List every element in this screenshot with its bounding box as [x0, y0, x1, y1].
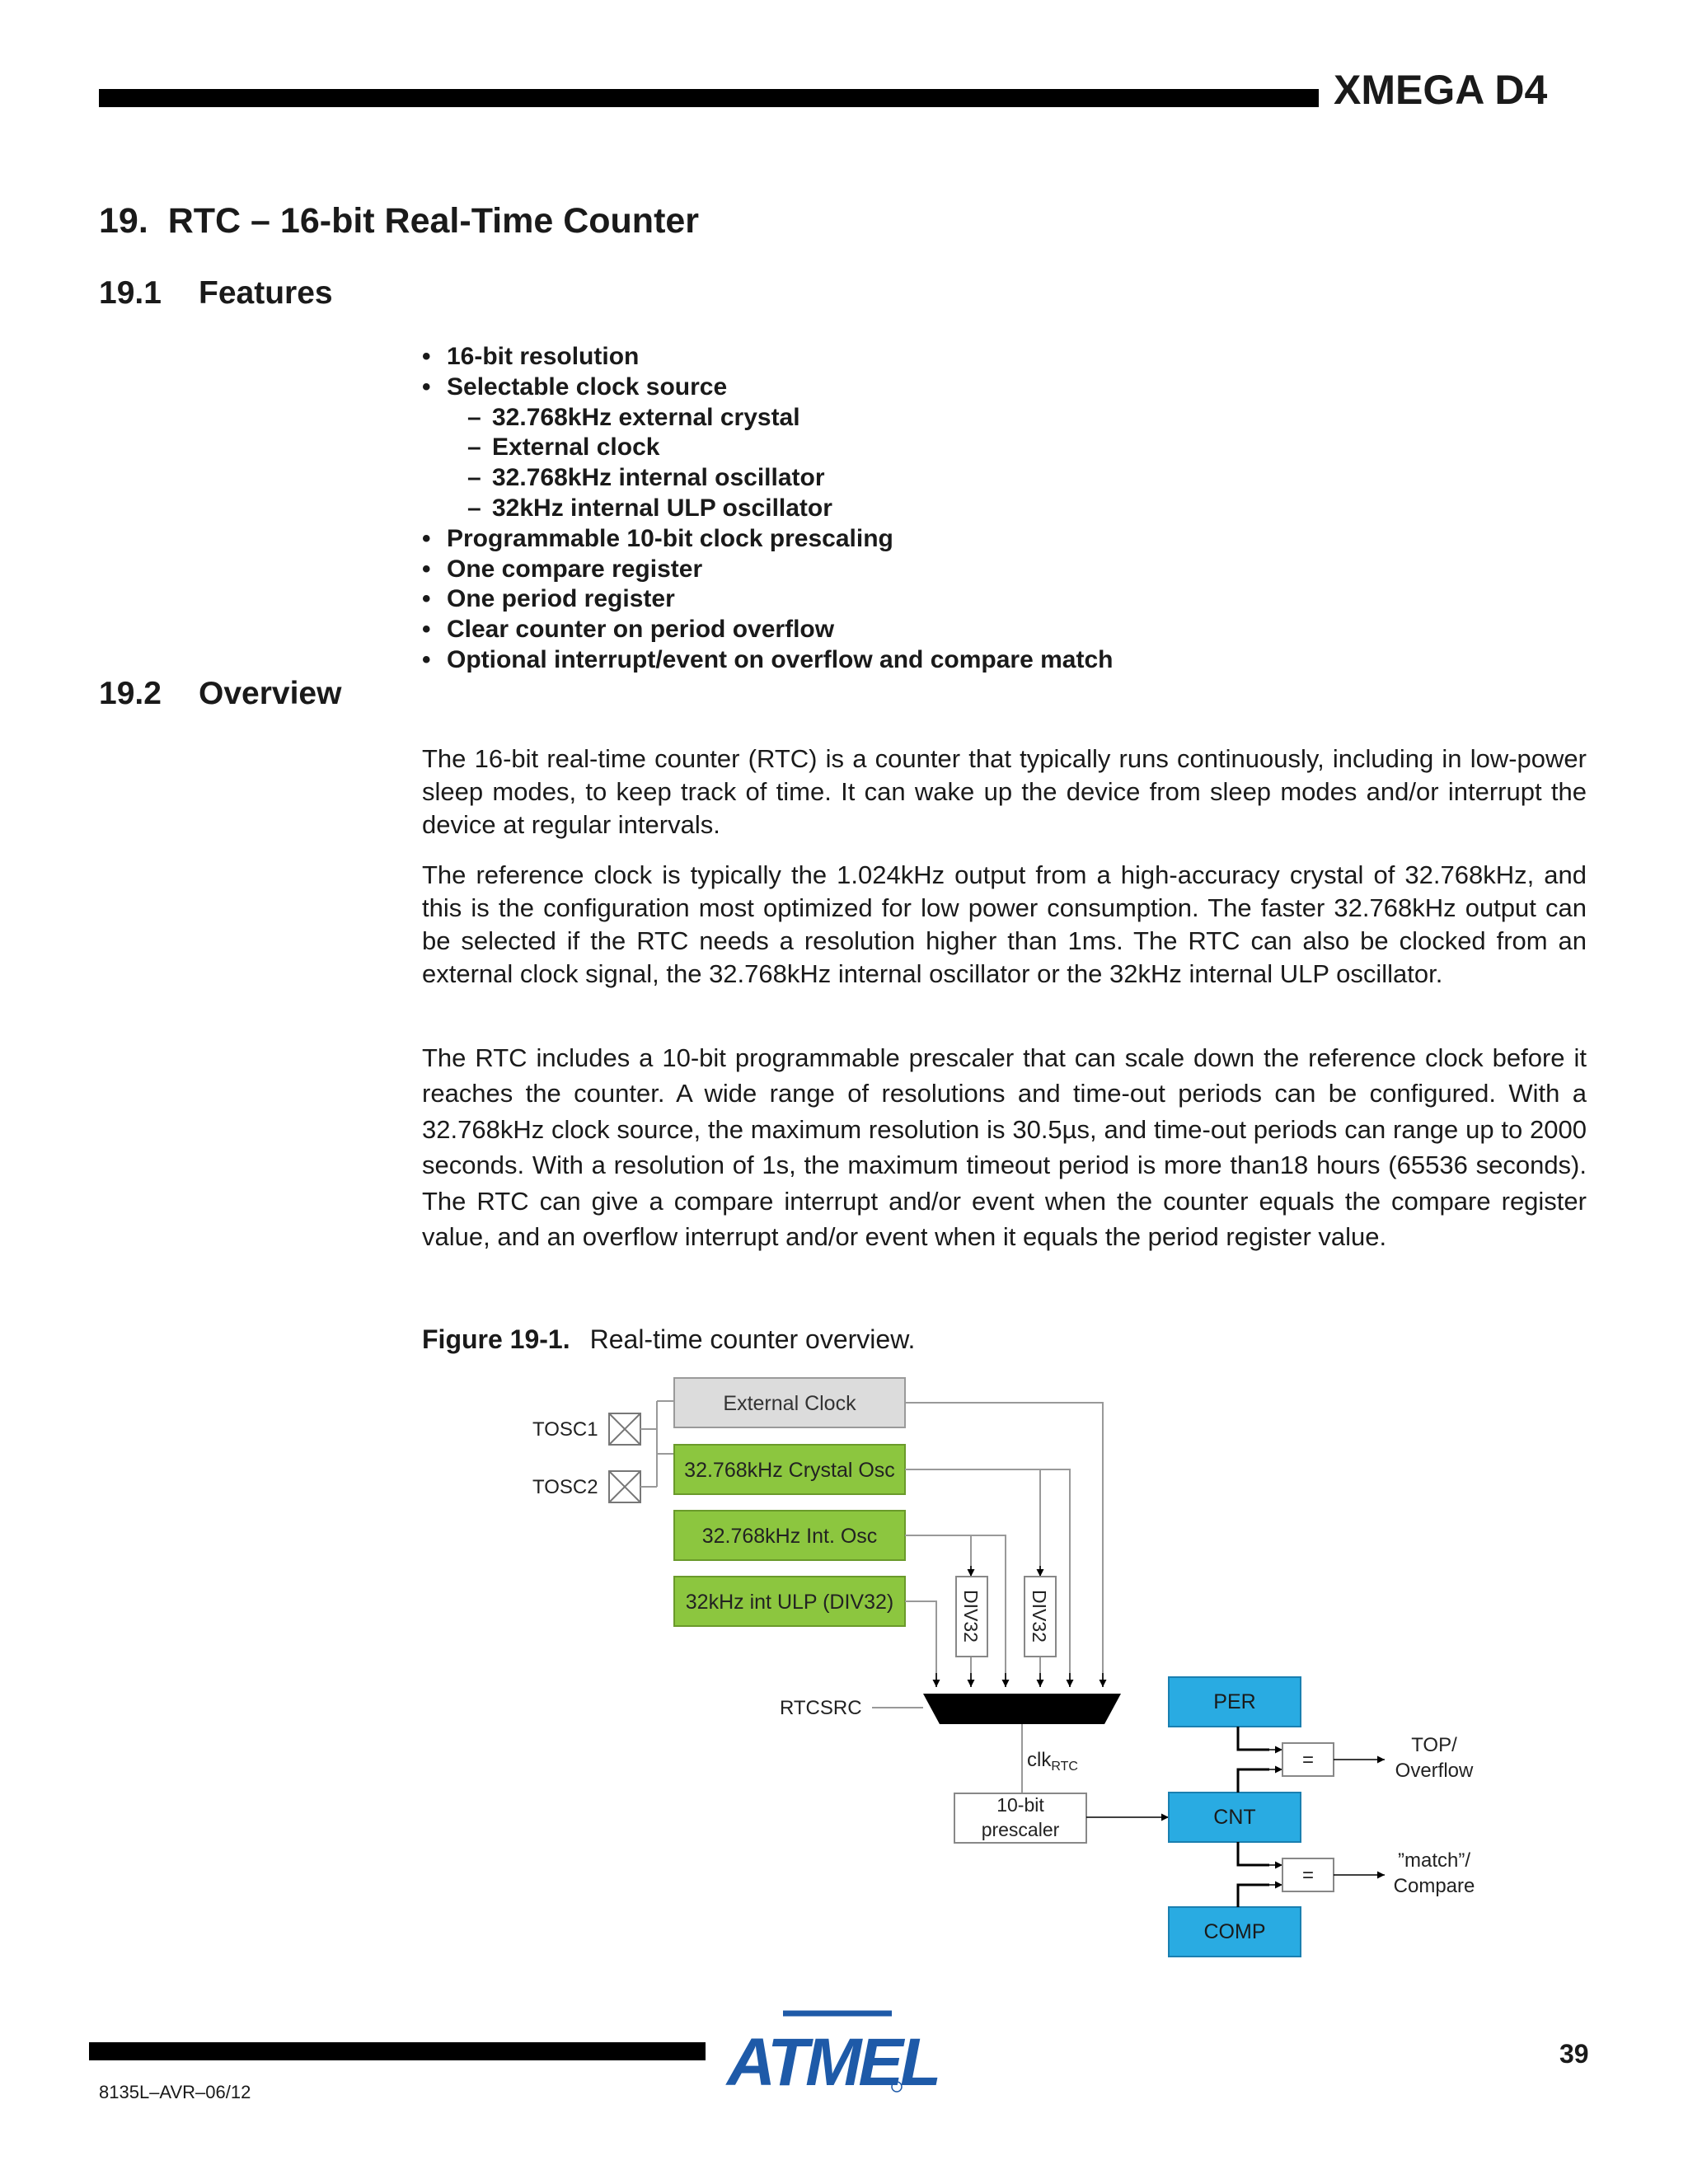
- bullet-icon: •: [422, 524, 431, 552]
- dash-icon: –: [467, 494, 481, 522]
- page-number: 39: [1559, 2039, 1589, 2069]
- tosc1-pin-icon: [609, 1413, 640, 1445]
- match-output-label-2: Compare: [1393, 1875, 1475, 1897]
- comp-label: COMP: [1203, 1920, 1266, 1943]
- clock-source-mux: [923, 1694, 1121, 1724]
- overview-title: Overview: [199, 676, 342, 711]
- features-title: Features: [199, 275, 333, 311]
- feature-text: Programmable 10-bit clock prescaling: [447, 524, 893, 552]
- prescaler-label-1: 10-bit: [996, 1794, 1044, 1816]
- cnt-label: CNT: [1213, 1806, 1256, 1829]
- feature-text: Clear counter on period overflow: [447, 616, 835, 644]
- feature-text: 32.768kHz internal oscillator: [492, 464, 825, 492]
- bullet-icon: •: [422, 585, 431, 613]
- top-output-label-2: Overflow: [1395, 1760, 1474, 1782]
- overview-number: 19.2: [99, 676, 162, 711]
- overview-paragraph-3: The RTC includes a 10-bit programmable prescaler that can scale down the reference clock before it reaches the counter. A wide range of resolutions and time-out periods can be configured. With a 32.768kHz clock source, the maximum resolution is 30.5µs, and time-out periods can range up to 2000 seconds. With a resolution of 1s, the maximum timeout period is more than18 hours (65536 seconds). The RTC can give a compare interrupt and/or event when the counter equals the compare register value, and an overflow interrupt and/or event when it equals the period register value.: [422, 1043, 1587, 1252]
- per-label: PER: [1213, 1690, 1256, 1713]
- dash-icon: –: [467, 464, 481, 492]
- chapter-number: 19.: [99, 201, 148, 241]
- feature-text: Selectable clock source: [447, 373, 728, 401]
- bullet-icon: •: [422, 343, 431, 370]
- overview-paragraph-2: The reference clock is typically the 1.024kHz output from a high-accuracy crystal of 32.768kHz, and this is the configuration most optimized for low power consumption. The faster 32.768kHz output can be selected if the RTC needs a resolution higher than 1ms. The RTC can also be clocked from an external clock signal, the 32.768kHz internal oscillator or the 32kHz internal ULP oscillator.: [422, 860, 1587, 988]
- bullet-icon: •: [422, 616, 431, 644]
- feature-text: One compare register: [447, 555, 703, 583]
- div32-label-1: DIV32: [960, 1590, 982, 1643]
- features-number: 19.1: [99, 275, 162, 311]
- feature-text: 32kHz internal ULP oscillator: [492, 494, 832, 522]
- atmel-logo: [725, 2013, 938, 2100]
- pin-wires: [640, 1401, 674, 1487]
- bullet-icon: •: [422, 555, 431, 583]
- dash-icon: –: [467, 403, 481, 431]
- source-wires: [905, 1403, 1103, 1687]
- overflow-comparator-symbol: =: [1301, 1749, 1315, 1771]
- chapter-title: RTC – 16-bit Real-Time Counter: [167, 201, 700, 241]
- crystal-osc-label: 32.768kHz Crystal Osc: [684, 1459, 895, 1482]
- overview-paragraph-1: The 16-bit real-time counter (RTC) is a counter that typically runs continuously, including in low-power sleep modes, to keep track of time. It can wake up the device from sleep modes and/or interrupt the device at regular intervals.: [422, 744, 1587, 839]
- dash-icon: –: [467, 434, 481, 462]
- tosc2-pin-icon: [609, 1471, 640, 1502]
- tosc2-label: TOSC2: [532, 1476, 598, 1498]
- rtcsrc-label: RTCSRC: [780, 1697, 862, 1719]
- document-code: 8135L–AVR–06/12: [99, 2082, 251, 2102]
- bullet-icon: •: [422, 373, 431, 401]
- feature-text: External clock: [492, 434, 660, 462]
- feature-text: One period register: [447, 585, 675, 613]
- clk-rtc-label: clk$_{RTC}$: [1027, 1749, 1078, 1774]
- ulp-osc-label: 32kHz int ULP (DIV32): [685, 1591, 894, 1614]
- feature-text: Optional interrupt/event on overflow and compare match: [447, 645, 1114, 673]
- bullet-icon: •: [422, 645, 431, 673]
- external-clock-label: External Clock: [723, 1392, 856, 1415]
- match-output-label-1: ”match”/: [1397, 1849, 1471, 1872]
- svg-text:ATMEL: ATMEL: [726, 2025, 939, 2100]
- compare-comparator-symbol: =: [1301, 1864, 1315, 1886]
- int-osc-label: 32.768kHz Int. Osc: [701, 1525, 878, 1548]
- tosc1-label: TOSC1: [532, 1418, 598, 1441]
- figure-label: Figure 19-1.: [422, 1324, 570, 1354]
- feature-text: 32.768kHz external crystal: [492, 403, 800, 431]
- feature-text: 16-bit resolution: [447, 343, 640, 370]
- prescaler-label-2: prescaler: [981, 1819, 1060, 1840]
- product-title: XMEGA D4: [1334, 67, 1548, 113]
- top-output-label-1: TOP/: [1411, 1734, 1457, 1756]
- figure-caption-text: Real-time counter overview.: [589, 1324, 916, 1354]
- footer-rule: [89, 2042, 706, 2060]
- div32-label-2: DIV32: [1029, 1590, 1050, 1643]
